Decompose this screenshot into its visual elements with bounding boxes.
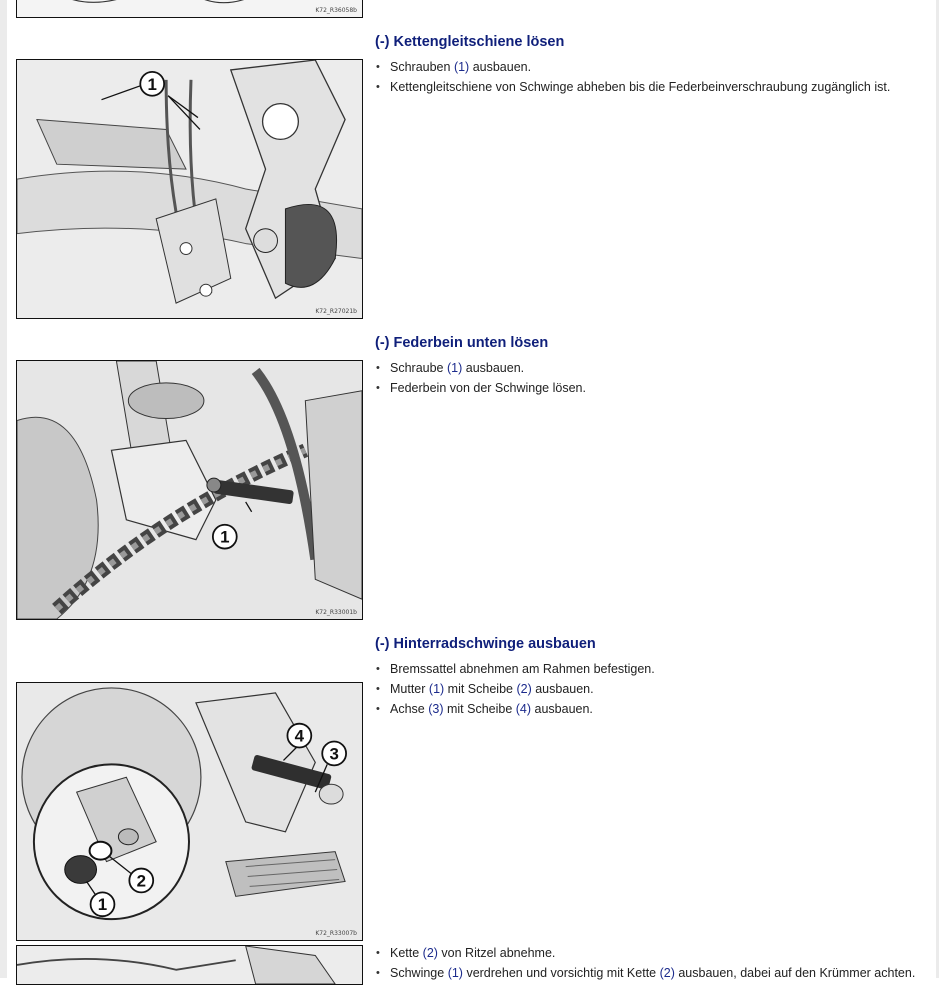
section-swing-arm xyxy=(375,635,930,719)
figure-code: K72_R33007b xyxy=(315,930,357,937)
reference-link: (3) xyxy=(428,702,444,716)
reference-link: (2) xyxy=(516,682,532,696)
step-item: • Bremssattel abnehmen am Rahmen befestigen. xyxy=(375,659,930,679)
figure-previous-drawing xyxy=(17,0,362,17)
figure-code: K72_R36058b xyxy=(315,7,357,14)
reference-link: (4) xyxy=(515,702,532,716)
figure-swing-arm-drawing xyxy=(17,683,362,940)
figure-swing-arm xyxy=(16,682,363,941)
figure-shock-absorber-drawing xyxy=(17,361,362,619)
reference-link: (1) xyxy=(447,966,463,980)
reference-link: (2) xyxy=(422,946,438,960)
callout-2-label: 2 xyxy=(136,871,146,891)
section-shock-absorber xyxy=(375,334,930,398)
callout-1-label: 1 xyxy=(147,74,157,94)
step-item: • Schraube (1) ausbauen. xyxy=(375,358,930,378)
step-list xyxy=(375,358,930,398)
figure-chain-guide-drawing xyxy=(17,60,362,318)
callout-1-label: 1 xyxy=(220,527,230,547)
figure-previous xyxy=(16,0,363,18)
callout-4-label: 4 xyxy=(294,726,305,746)
section-title: (-) Hinterradschwinge ausbauen xyxy=(375,636,596,652)
section-title: (-) Federbein unten lösen xyxy=(375,335,549,351)
figure-code: K72_R27021b xyxy=(315,308,357,315)
step-item: • Achse (3) mit Scheibe (4) ausbauen. xyxy=(375,699,930,719)
reference-link: (1) xyxy=(453,60,470,74)
figure-chain-removal xyxy=(16,945,363,985)
section-title: (-) Kettengleitschiene lösen xyxy=(375,34,565,50)
figure-chain-guide xyxy=(16,59,363,319)
reference-link: (1) xyxy=(428,682,445,696)
step-list xyxy=(375,943,930,983)
callout-1-label: 1 xyxy=(97,895,108,915)
figure-chain-removal-drawing xyxy=(17,946,362,984)
figure-shock-absorber xyxy=(16,360,363,620)
section-chain-removal xyxy=(375,943,930,983)
step-item: • Kette (2) von Ritzel abnehme. xyxy=(375,943,930,963)
reference-link: (1) xyxy=(446,361,463,375)
left-margin-rail xyxy=(0,0,7,978)
step-list xyxy=(375,57,930,97)
step-item: • Mutter (1) mit Scheibe (2) ausbauen. xyxy=(375,679,930,699)
step-item: • Schrauben (1) ausbauen. xyxy=(375,57,930,77)
step-item: • Kettengleitschiene von Schwinge abheben bis die Federbeinverschraubung zugänglich ist. xyxy=(375,77,930,97)
callout-3-label: 3 xyxy=(329,744,339,764)
reference-link: (2) xyxy=(659,966,675,980)
step-item: • Schwinge (1) verdrehen und vorsichtig mit Kette (2) ausbauen, dabei auf den Krümmer achten. xyxy=(375,963,930,983)
figure-code: K72_R33001b xyxy=(315,609,357,616)
section-chain-guide xyxy=(375,33,930,97)
step-list xyxy=(375,659,930,719)
step-item: • Federbein von der Schwinge lösen. xyxy=(375,378,930,398)
